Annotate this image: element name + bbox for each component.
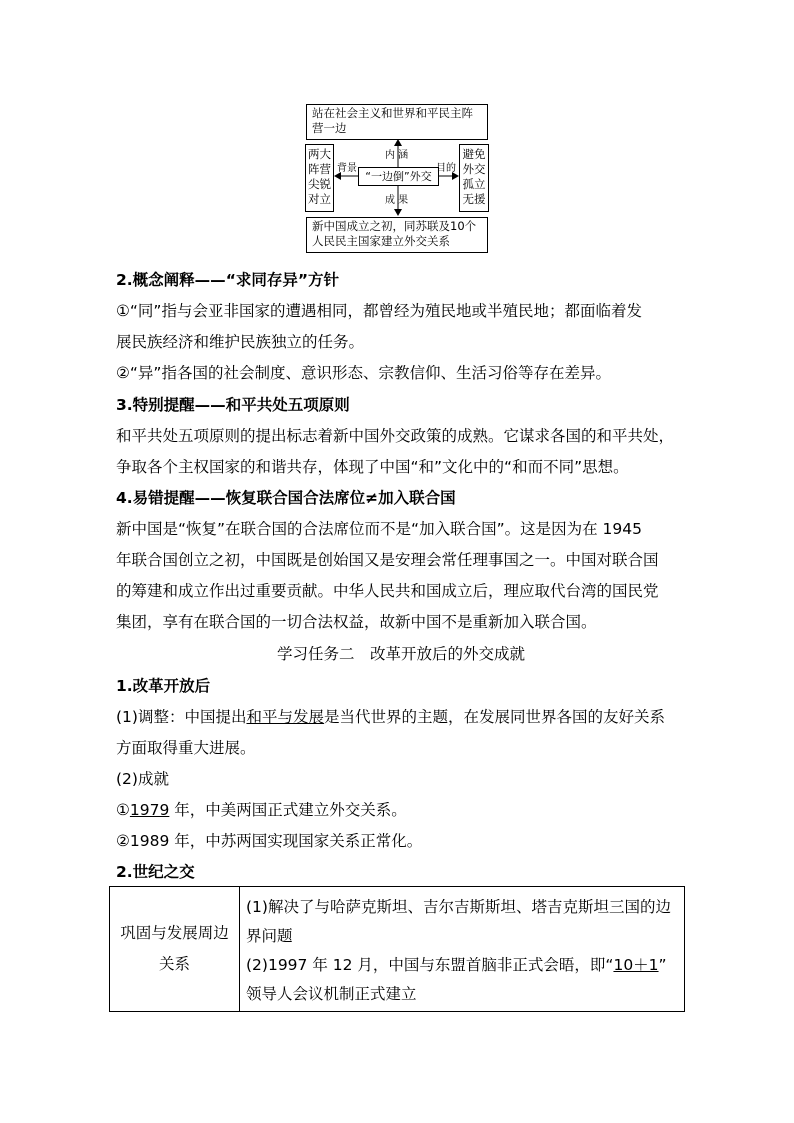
adjust-underlined: 和平与发展 [246, 708, 324, 726]
r3-underlined: 10＋1 [613, 956, 659, 974]
ach1-year: 1979 [129, 801, 170, 819]
item3-line1: 和平共处五项原则的提出标志着新中国外交政策的成熟。它谋求各国的和平共处， [116, 427, 675, 445]
achievement-2: ②1989 年，中苏两国实现国家关系正常化。 [116, 832, 423, 850]
item2-title-lead: 2.概念阐释—— [116, 271, 226, 289]
label-result: 成 果 [385, 195, 409, 206]
arrow-down-result [394, 209, 402, 216]
adjust-prefix: (1)调整：中国提出 [116, 708, 247, 726]
item4-title: 4.易错提醒——恢复联合国合法席位≠加入联合国 [116, 489, 456, 507]
adjust-suffix: 是当代世界的主题，在发展同世界各国的友好关系 [323, 708, 665, 726]
diagram-top-box [306, 104, 488, 140]
item2-line3: ②“异”指各国的社会制度、意识形态、宗教信仰、生活习俗等存在差异。 [116, 364, 611, 382]
item3-title [116, 395, 686, 415]
item4-line1: 新中国是“恢复”在联合国的合法席位而不是“加入联合国”。这是因为在 1945 [116, 520, 642, 538]
ach1-prefix: ① [116, 801, 130, 819]
item2-title-rest: “求同存异”方针 [225, 271, 340, 289]
r3-suffix: ” [658, 956, 667, 974]
item4-line4: 集团，享有在联合国的一切合法权益，故新中国不是重新加入联合国。 [116, 613, 597, 631]
task2-sub2-title: 2.世纪之交 [116, 863, 195, 881]
one-side-diplomacy-diagram [0, 0, 794, 260]
item3-line2: 争取各个主权国家的和谐共存，体现了中国“和”文化中的“和而不同”思想。 [116, 458, 629, 476]
task2-heading: 学习任务二 改革开放后的外交成就 [276, 645, 525, 663]
left-cell-line2: 关系 [158, 955, 190, 973]
item4-line2: 年联合国创立之初，中国既是创始国又是安理会常任理事国之一。中国对联合国 [116, 551, 659, 569]
diagram-left-box [305, 144, 334, 212]
right-box-line4: 无援 [462, 192, 486, 206]
achievement-1 [116, 800, 686, 820]
adjust-line1 [116, 707, 686, 727]
label-purpose: 目的 [436, 163, 456, 174]
task2-sub1-title: 1.改革开放后 [116, 677, 211, 695]
item2-line2: 展民族经济和维护民族独立的任务。 [116, 333, 365, 351]
ach1-rest: 年，中美两国正式建立外交关系。 [169, 801, 407, 819]
bottom-box-line1: 新中国成立之初，同苏联及10个 [312, 219, 477, 233]
label-background: 背景 [337, 163, 357, 174]
item3-title-lead: 3.特别提醒—— [116, 396, 226, 414]
right-cell-line1: (1)解决了与哈萨克斯坦、吉尔吉斯斯坦、塔吉克斯坦三国的边 [246, 898, 671, 916]
label-content: 内 涵 [385, 150, 409, 161]
table-left-cell [110, 887, 240, 1011]
right-box-line1: 避免 [462, 147, 486, 161]
century-diplomacy-table [109, 886, 685, 1012]
diagram-right-box [459, 144, 489, 212]
table-right-cell [246, 893, 678, 1009]
left-cell-line1: 巩固与发展周边 [120, 924, 229, 942]
right-cell-line4: 领导人会议机制正式建立 [246, 985, 417, 1003]
left-box-line4: 对立 [308, 192, 331, 206]
left-box-line1: 两大 [308, 147, 331, 161]
top-box-line1: 站在社会主义和世界和平民主阵 [312, 106, 473, 120]
item3-title-rest: 和平共处五项原则 [225, 396, 350, 414]
item2-title [116, 270, 686, 290]
top-box-line2: 营一边 [312, 121, 347, 135]
achieve-title: (2)成就 [116, 770, 169, 788]
left-box-line3: 尖锐 [308, 177, 331, 191]
right-cell-line2: 界问题 [246, 927, 293, 945]
adjust-line2: 方面取得重大进展。 [116, 739, 256, 757]
bottom-box-line2: 人民民主国家建立外交关系 [312, 234, 450, 248]
right-box-line2: 外交 [462, 162, 486, 176]
item4-line3: 的筹建和成立作出过重要贡献。中华人民共和国成立后，理应取代台湾的国民党 [116, 582, 659, 600]
item2-line1: ①“同”指与会亚非国家的遭遇相同，都曾经为殖民地或半殖民地；都面临着发 [116, 302, 642, 320]
arrow-up-content [394, 139, 402, 146]
left-box-line2: 阵营 [308, 162, 331, 176]
right-cell-line3 [246, 951, 678, 980]
diagram-bottom-box [306, 217, 488, 253]
r3-prefix: (2)1997 年 12 月，中国与东盟首脑非正式会晤，即“ [246, 956, 614, 974]
diagram-center-box: “一边倒”外交 [358, 167, 439, 186]
right-box-line3: 孤立 [462, 177, 486, 191]
